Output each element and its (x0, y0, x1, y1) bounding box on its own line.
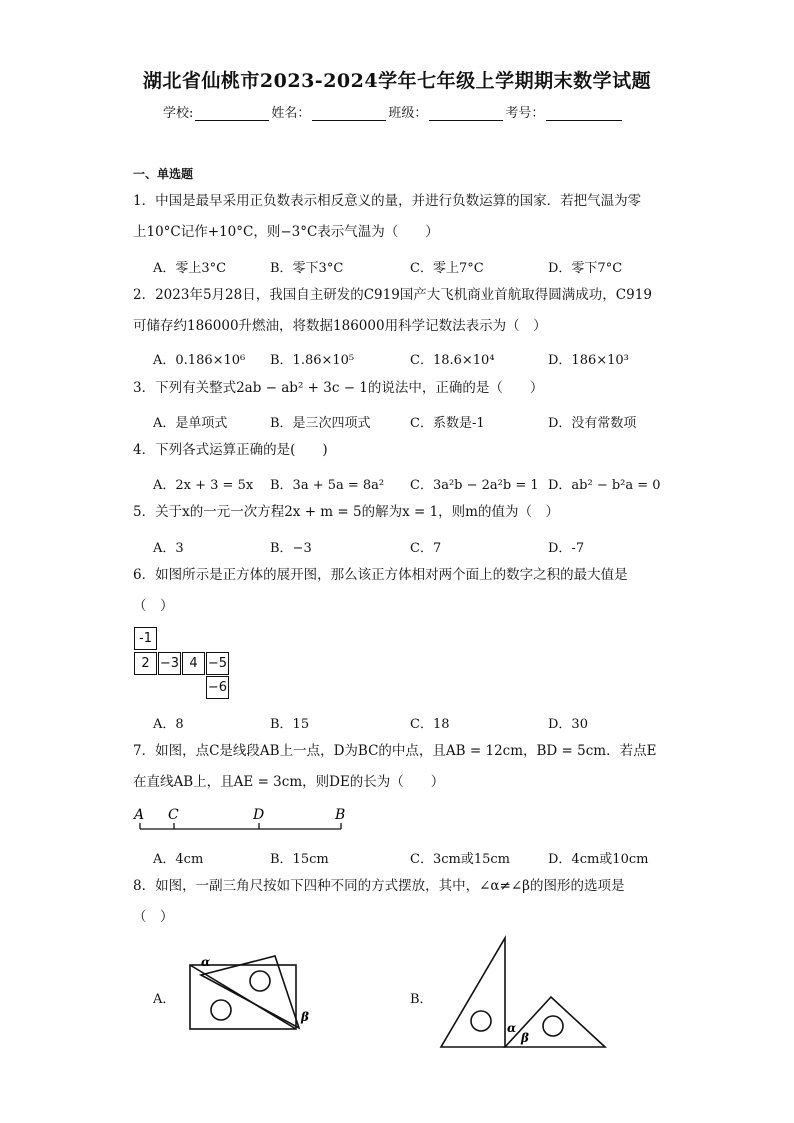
option-d[interactable]: D．没有常数项 (548, 416, 637, 431)
tall-set-square (441, 938, 505, 1047)
question-7-line-1: 7．如图，点C是线段AB上一点，D为BC的中点，且AB = 12cm，BD = 5cm．若点E (133, 743, 657, 759)
option-b[interactable]: B．1.86×10⁵ (270, 353, 355, 368)
exam-number-blank[interactable] (546, 107, 622, 121)
small-set-square (505, 997, 605, 1047)
class-label: 班级： (388, 106, 428, 121)
option-a[interactable]: A．2x + 3 = 5x (153, 478, 254, 493)
ruler-hole (471, 1011, 491, 1031)
question-3-line-1: 3．下列有关整式2ab − ab² + 3c − 1的说法中，正确的是（ ） (133, 380, 544, 396)
option-c[interactable]: C．零上7°C (410, 261, 484, 276)
question-2-line-1: 2．2023年5月28日，我国自主研发的C919国产大飞机商业首航取得圆满成功，C919 (133, 287, 652, 303)
option-c[interactable]: C．3a²b − 2a²b = 1 (410, 478, 539, 493)
net-cell: −6 (206, 676, 229, 699)
school-label: 学校: (163, 106, 194, 121)
net-cell: 4 (182, 652, 205, 675)
option-d[interactable]: D．ab² − b²a = 0 (548, 478, 661, 493)
net-cell: −5 (206, 652, 229, 675)
name-blank[interactable] (312, 107, 386, 121)
option-c[interactable]: C．3cm或15cm (410, 852, 510, 867)
option-b-figure (437, 935, 609, 1051)
point-b-label: B (335, 807, 346, 823)
option-c[interactable]: C．18 (410, 717, 450, 732)
triangle-ruler (201, 956, 299, 1028)
class-blank[interactable] (429, 107, 503, 121)
option-b[interactable]: B．是三次四项式 (270, 416, 371, 431)
option-d[interactable]: D．4cm或10cm (548, 852, 649, 867)
point-c-label: C (168, 807, 179, 823)
point-a-label: A (134, 807, 145, 823)
option-b[interactable]: B．−3 (270, 541, 312, 556)
point-d-label: D (253, 807, 265, 823)
question-4-line-1: 4．下列各式运算正确的是( ) (133, 442, 328, 458)
page-title: 湖北省仙桃市2023-2024学年七年级上学期期末数学试题 (142, 70, 652, 92)
net-cell: -1 (134, 627, 157, 650)
beta-label: β (301, 1010, 309, 1024)
net-cell: 2 (134, 652, 157, 675)
option-a[interactable]: A．0.186×10⁶ (153, 353, 246, 368)
question-1-line-1: 1．中国是最早采用正负数表示相反意义的量，并进行负数运算的国家．若把气温为零 (133, 193, 642, 209)
ruler-hole (543, 1016, 563, 1036)
option-c[interactable]: C．系数是-1 (410, 416, 485, 431)
option-a[interactable]: A．3 (153, 541, 184, 556)
question-8-line-2: （ ） (133, 909, 174, 925)
option-a[interactable]: A． (153, 992, 176, 1007)
option-b[interactable]: B．15 (270, 717, 310, 732)
option-d[interactable]: D．零下7°C (548, 261, 623, 276)
question-1-line-2: 上10°C记作+10°C，则−3°C表示气温为（ ） (133, 224, 439, 240)
question-7-line-2: 在直线AB上，且AE = 3cm，则DE的长为（ ） (133, 774, 445, 790)
question-5-line-1: 5．关于x的一元一次方程2x + m = 5的解为x = 1，则m的值为（ ） (133, 504, 559, 520)
option-b[interactable]: B．零下3°C (270, 261, 344, 276)
net-cell: −3 (158, 652, 181, 675)
question-6-line-2: （ ） (133, 598, 174, 614)
beta-label: β (521, 1031, 529, 1045)
alpha-label: α (507, 1021, 517, 1035)
exam-number-label: 考号： (505, 106, 545, 121)
option-b[interactable]: B．3a + 5a = 8a² (270, 478, 385, 493)
option-a[interactable]: A．是单项式 (153, 416, 228, 431)
option-c[interactable]: C．7 (410, 541, 442, 556)
question-2-line-2: 可储存约186000升燃油，将数据186000用科学记数法表示为（ ） (133, 318, 547, 334)
option-d[interactable]: D．30 (548, 717, 588, 732)
student-info-row (163, 102, 624, 121)
school-blank[interactable] (195, 107, 269, 121)
ruler-hole (211, 1000, 231, 1020)
option-d[interactable]: D．-7 (548, 541, 585, 556)
question-6-line-1: 6．如图所示是正方体的展开图，那么该正方体相对两个面上的数字之积的最大值是 (133, 567, 628, 583)
option-b[interactable]: B． (410, 992, 433, 1007)
option-a[interactable]: A．零上3°C (153, 261, 227, 276)
option-d[interactable]: D．186×10³ (548, 353, 629, 368)
option-a-figure (183, 948, 313, 1034)
ruler-hole (250, 971, 270, 991)
section-heading: 一、单选题 (133, 167, 194, 181)
option-a[interactable]: A．8 (153, 717, 184, 732)
question-8-line-1: 8．如图，一副三角尺按如下四种不同的方式摆放，其中，∠α≠∠β的图形的选项是 (133, 878, 625, 894)
name-label: 姓名： (271, 106, 311, 121)
segment-figure (128, 803, 358, 837)
option-a[interactable]: A．4cm (153, 852, 204, 867)
alpha-label: α (201, 955, 211, 969)
option-c[interactable]: C．18.6×10⁴ (410, 353, 495, 368)
option-b[interactable]: B．15cm (270, 852, 329, 867)
